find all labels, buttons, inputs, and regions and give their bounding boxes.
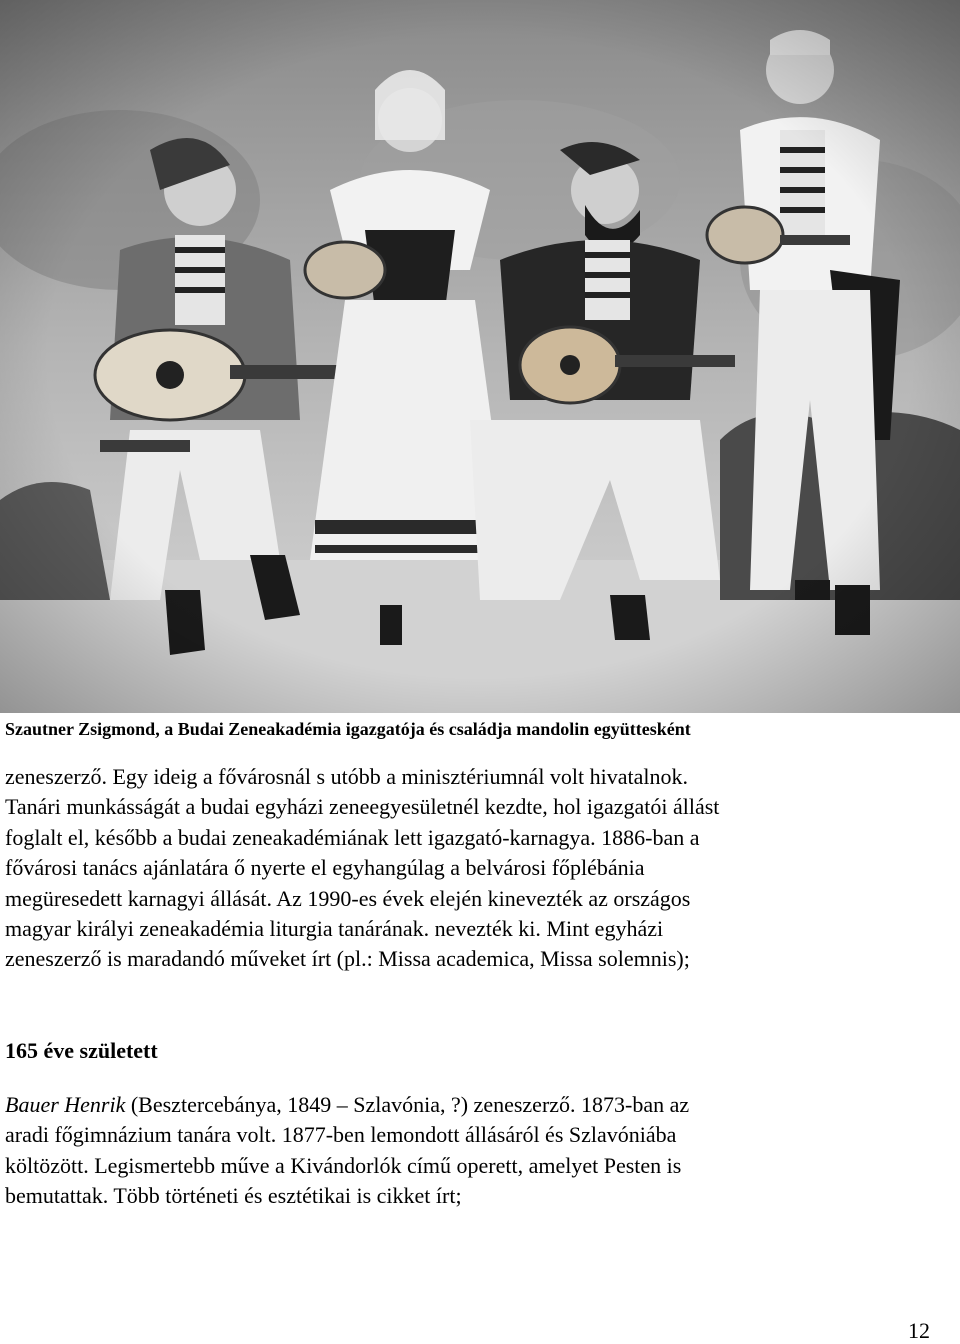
person-name: Bauer Henrik xyxy=(5,1092,126,1117)
paragraph-bauer-henrik xyxy=(5,1090,955,1212)
paragraph-line: költözött. Legismertebb műve a Kivándorlók című operett, amelyet Pesten is xyxy=(5,1152,682,1178)
paragraph-line: megüresedett karnagyi állását. Az 1990-es évek elején kinevezték az országos xyxy=(5,885,691,911)
paragraph-line: bemutattak. Több történeti és esztétikai is cikket írt; xyxy=(5,1183,462,1209)
paragraph-line xyxy=(5,1090,955,1120)
paragraph-line: aradi főgimnázium tanára volt. 1877-ben lemondott állásáról és Szlavóniába xyxy=(5,1122,677,1148)
photo-caption: Szautner Zsigmond, a Budai Zeneakadémia igazgatója és családja mandolin együttesként xyxy=(5,719,691,739)
paragraph-line: Tanári munkásságát a budai egyházi zeneegyesületnél kezdte, hol igazgatói állást xyxy=(5,794,720,820)
paragraph-line: magyar királyi zeneakadémia liturgia tanárának. nevezték ki. Mint egyházi xyxy=(5,916,664,942)
paragraph-line: zeneszerző. Egy ideig a fővárosnál s utóbb a minisztériumnál volt hivatalnok. xyxy=(5,764,689,789)
paragraph-line: fővárosi tanács ajánlatára ő nyerte el egyhangúlag a belvárosi főplébánia xyxy=(5,855,645,881)
paragraph-line: foglalt el, később a budai zeneakadémiának lett igazgató-karnagya. 1886-ban a xyxy=(5,824,700,850)
page-number: 12 xyxy=(908,1318,930,1343)
paragraph-line: zeneszerző is maradandó műveket írt (pl.: Missa academica, Missa solemnis); xyxy=(5,946,690,972)
paragraph-line-rest: (Besztercebánya, 1849 – Szlavónia, ?) zeneszerző. 1873-ban az xyxy=(125,1092,690,1117)
section-heading: 165 éve született xyxy=(5,1038,158,1063)
paragraph-biography xyxy=(5,762,955,975)
